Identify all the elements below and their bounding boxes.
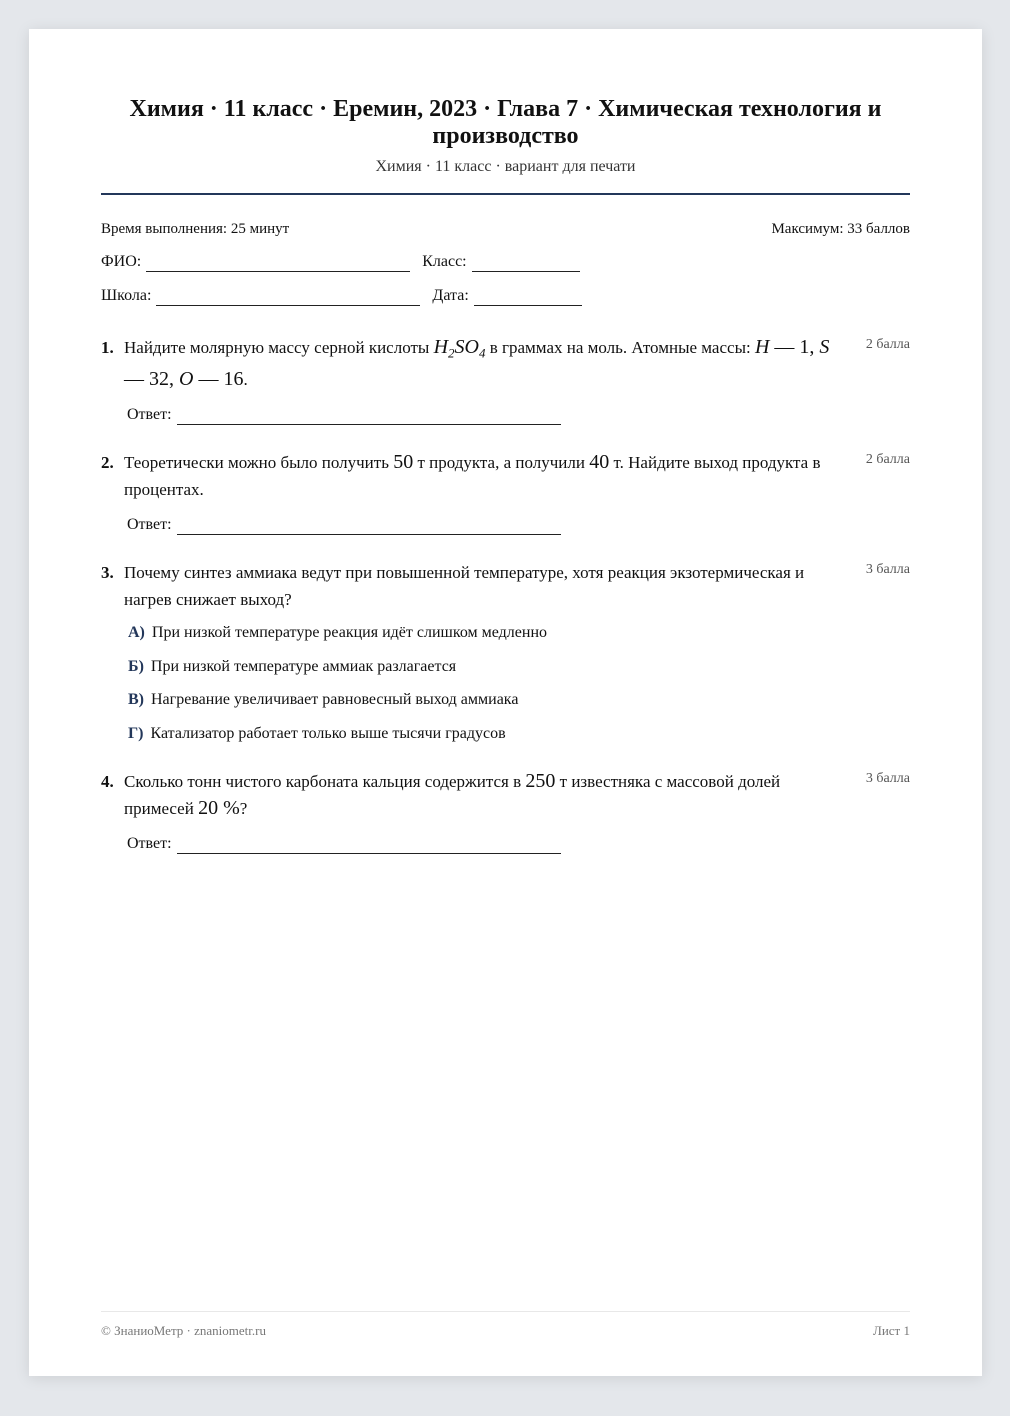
school-field[interactable] (156, 290, 420, 306)
worksheet-page (29, 29, 982, 1376)
option-d[interactable] (128, 724, 910, 744)
time-limit: Время выполнения: 25 минут (101, 221, 290, 237)
question-3 (101, 559, 910, 744)
class-field[interactable] (472, 256, 580, 272)
page-subtitle: Химия · 11 класс · вариант для печати (375, 158, 636, 175)
question-points: 2 балла (865, 337, 910, 352)
question-4 (101, 768, 910, 854)
answer-label: Ответ: (127, 406, 172, 424)
questions-list (101, 334, 910, 854)
header-divider (101, 193, 910, 195)
fio-field[interactable] (146, 256, 410, 272)
option-text: При низкой температуре реакция идёт слишком медленно (151, 624, 547, 642)
option-a[interactable] (128, 623, 910, 643)
question-text: Сколько тонн чистого карбоната кальция содержится в 250 т известняка с массовой долей примесей 20 %? (124, 769, 781, 819)
option-text: При низкой температуре аммиак разлагается (150, 657, 457, 675)
question-text: Почему синтез аммиака ведут при повышенной температуре, хотя реакция экзотермическая и нагрев снижает выход? (124, 563, 805, 610)
school-label: Школа: (101, 287, 152, 304)
class-label: Класс: (422, 253, 467, 270)
option-c[interactable] (128, 690, 910, 710)
answer-options (128, 623, 910, 744)
answer-row (127, 405, 910, 425)
question-points: 2 балла (865, 452, 910, 468)
fio-label: ФИО: (101, 253, 142, 270)
page-number: Лист 1 (873, 1323, 910, 1338)
meta-row (101, 220, 910, 238)
question-number: 2. (101, 453, 114, 473)
question-points: 3 балла (865, 562, 910, 578)
answer-field[interactable] (177, 839, 561, 854)
answer-row (127, 515, 910, 535)
date-label: Дата: (432, 287, 469, 304)
answer-field[interactable] (177, 410, 561, 425)
option-text: Катализатор работает только выше тысячи градусов (150, 724, 506, 742)
question-number: 1. (101, 338, 114, 357)
question-points: 3 балла (865, 770, 910, 786)
option-letter: Г) (128, 724, 144, 742)
option-text: Нагревание увеличивает равновесный выход аммиака (151, 691, 519, 709)
question-text: Найдите молярную массу серной кислоты $H_2SO_4$ в граммах на моль. Атомные массы: H — 1, S — 32, O — 16. (124, 336, 830, 391)
question-number: 4. (101, 771, 114, 791)
max-score: Максимум: 33 баллов (771, 221, 910, 237)
date-field[interactable] (474, 290, 582, 306)
page-footer (101, 1311, 910, 1339)
page-content (101, 29, 910, 1376)
page-title: Химия · 11 класс · Еремин, 2023 · Глава 7 · Химическая технология и производство (129, 96, 882, 149)
footer-copyright: © ЗнаниоМетр · znaniometr.ru (101, 1323, 266, 1338)
answer-label: Ответ: (127, 516, 172, 534)
question-number: 3. (101, 563, 114, 583)
option-letter: В) (128, 691, 144, 709)
answer-label: Ответ: (127, 834, 172, 852)
student-fields-row-1 (101, 252, 910, 272)
option-b[interactable] (128, 657, 910, 677)
student-fields-row-2 (101, 286, 910, 306)
question-1 (101, 334, 910, 425)
question-text: Теоретически можно было получить 50 т продукта, а получили 40 т. Найдите выход продукта в процентах. (124, 451, 821, 500)
question-2 (101, 449, 910, 535)
option-letter: Б) (128, 657, 144, 675)
answer-row (127, 834, 910, 854)
answer-field[interactable] (177, 520, 561, 535)
option-letter: А) (128, 624, 145, 642)
